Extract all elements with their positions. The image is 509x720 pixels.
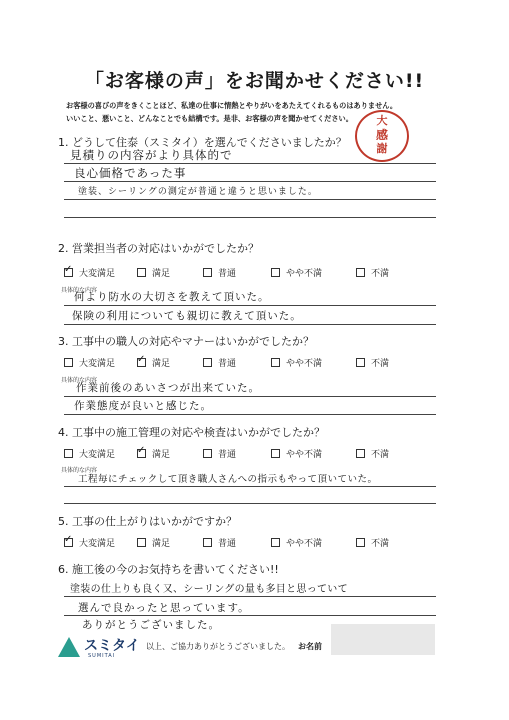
option-q5-satisfied[interactable]	[137, 536, 170, 549]
answer-rule	[64, 486, 436, 487]
question-6-number: 6.	[58, 563, 69, 576]
option-label: 満足	[152, 539, 171, 549]
option-q2-very-satisfied[interactable]	[64, 266, 115, 279]
option-q4-satisfied[interactable]	[137, 447, 170, 460]
option-label: 普通	[218, 269, 237, 279]
answer-6-line-1: 塗装の仕上りも良く又、シーリングの量も多目と思っていて	[70, 584, 348, 595]
checkbox[interactable]	[64, 268, 73, 277]
option-label: 大変満足	[79, 450, 116, 460]
checkbox[interactable]	[64, 538, 73, 547]
question-5-number: 5.	[58, 515, 69, 528]
checkbox[interactable]	[137, 268, 146, 277]
option-label: やや不満	[286, 539, 323, 549]
question-4-text: 工事中の施工管理の対応や検査はいかがでしたか？	[72, 426, 325, 439]
answer-rule	[64, 163, 436, 164]
option-q5-neutral[interactable]	[203, 536, 236, 549]
option-q3-very-satisfied[interactable]	[64, 356, 115, 369]
detail-label: 具体的な内容	[61, 287, 98, 294]
option-label: 大変満足	[79, 539, 116, 549]
option-q4-somewhat-dissatisfied[interactable]	[271, 447, 322, 460]
option-q3-neutral[interactable]	[203, 356, 236, 369]
logo-name: スミタイ	[84, 638, 140, 654]
checkbox[interactable]	[271, 449, 280, 458]
question-4	[58, 424, 325, 440]
option-q3-dissatisfied[interactable]	[356, 356, 389, 369]
answer-rule	[64, 181, 436, 182]
checkbox[interactable]	[203, 538, 212, 547]
question-2	[58, 240, 259, 256]
option-label: 普通	[218, 450, 237, 460]
option-q4-neutral[interactable]	[203, 447, 236, 460]
checkbox[interactable]	[137, 538, 146, 547]
option-label: 普通	[218, 539, 237, 549]
option-label: やや不満	[286, 269, 323, 279]
option-label: 不満	[371, 359, 390, 369]
option-label: 大変満足	[79, 359, 116, 369]
logo-mark-icon	[58, 637, 80, 657]
option-q2-somewhat-dissatisfied[interactable]	[271, 266, 322, 279]
detail-label: 具体的な内容	[61, 377, 98, 384]
stamp-char-1: 大	[376, 114, 388, 127]
answer-2-line-2: 保険の利用についても親切に教えて頂いた。	[72, 310, 302, 322]
answer-rule	[64, 615, 436, 616]
answer-1-line-1: 見積りの内容がより具体的で	[70, 148, 233, 162]
question-3-text: 工事中の職人の対応やマナーはいかがでしたか？	[72, 335, 314, 348]
option-label: 不満	[371, 450, 390, 460]
checkbox[interactable]	[64, 358, 73, 367]
checkbox[interactable]	[356, 268, 365, 277]
option-q5-somewhat-dissatisfied[interactable]	[271, 536, 322, 549]
checkbox[interactable]	[203, 449, 212, 458]
sumitai-logo	[58, 635, 142, 661]
option-q3-somewhat-dissatisfied[interactable]	[271, 356, 322, 369]
intro-line-2: いいこと、悪いこと、どんなことでも結構です。是非、お客様の声を聞かせてください。	[66, 114, 353, 123]
question-1-text: どうして住泰（スミタイ）を選んでくださいましたか？	[72, 136, 347, 149]
option-label: 大変満足	[79, 269, 116, 279]
checkbox[interactable]	[271, 268, 280, 277]
question-4-number: 4.	[58, 426, 69, 439]
question-2-number: 2.	[58, 242, 69, 255]
answer-rule	[64, 503, 436, 504]
option-label: 満足	[152, 269, 171, 279]
form-title: 「お客様の声」をお聞かせください!!	[84, 70, 425, 92]
checkbox[interactable]	[356, 358, 365, 367]
question-2-text: 営業担当者の対応はいかがでしたか？	[72, 242, 259, 255]
checkbox[interactable]	[137, 449, 146, 458]
answer-rule	[64, 396, 436, 397]
checkbox[interactable]	[64, 449, 73, 458]
answer-3-line-1: 作業前後のあいさつが出来ていた。	[76, 382, 260, 394]
answer-1-line-3: 塗装、シーリングの測定が普通と違うと思いました。	[78, 187, 318, 197]
intro-line-1: お客様の喜びの声をきくことほど、私達の仕事に情熱とやりがいをあたえてくれるものはありません。	[66, 101, 398, 110]
answer-2-line-1: 何より防水の大切さを教えて頂いた。	[74, 291, 270, 303]
option-q5-very-satisfied[interactable]	[64, 536, 115, 549]
checkbox[interactable]	[356, 449, 365, 458]
footer-thanks: 以上、ご協力ありがとうございました。	[146, 642, 290, 651]
option-label: 満足	[152, 359, 171, 369]
option-q2-dissatisfied[interactable]	[356, 266, 389, 279]
stamp-char-3: 謝	[376, 142, 388, 155]
name-label: お名前	[298, 642, 322, 651]
answer-rule	[64, 217, 436, 218]
option-q4-dissatisfied[interactable]	[356, 447, 389, 460]
option-q4-very-satisfied[interactable]	[64, 447, 115, 460]
option-label: 満足	[152, 450, 171, 460]
question-3-number: 3.	[58, 335, 69, 348]
stamp-char-2: 感	[375, 128, 388, 142]
question-5-text: 工事の仕上がりはいかがですか？	[72, 515, 237, 528]
answer-rule	[64, 324, 436, 325]
question-1-number: 1.	[58, 136, 69, 149]
answer-6-line-2: 選んで良かったと思っています。	[78, 602, 250, 614]
option-label: 不満	[371, 539, 390, 549]
answer-rule	[64, 414, 436, 415]
option-q3-satisfied[interactable]	[137, 356, 170, 369]
answer-rule	[64, 305, 436, 306]
option-label: やや不満	[286, 359, 323, 369]
checkbox[interactable]	[271, 358, 280, 367]
redacted-name-field	[331, 624, 435, 655]
option-label: 普通	[218, 359, 237, 369]
detail-label: 具体的な内容	[61, 467, 98, 474]
thanks-stamp	[355, 110, 409, 162]
checkbox[interactable]	[271, 538, 280, 547]
checkbox[interactable]	[137, 358, 146, 367]
checkbox[interactable]	[203, 358, 212, 367]
question-6	[58, 561, 279, 577]
answer-3-line-2: 作業態度が良いと感じた。	[74, 400, 212, 412]
logo-sub: SUMITAI	[88, 653, 116, 659]
answer-rule	[64, 596, 436, 597]
option-q5-dissatisfied[interactable]	[356, 536, 389, 549]
answer-6-line-3: ありがとうございました。	[82, 619, 220, 631]
answer-rule	[64, 199, 436, 200]
option-q2-neutral[interactable]	[203, 266, 236, 279]
question-3	[58, 333, 314, 349]
option-label: 不満	[371, 269, 390, 279]
checkbox[interactable]	[203, 268, 212, 277]
answer-4-line-1: 工程毎にチェックして頂き職人さんへの指示もやって頂いていた。	[78, 474, 378, 485]
answer-1-line-2: 良心価格であった事	[74, 166, 187, 180]
option-label: やや不満	[286, 450, 323, 460]
question-5	[58, 513, 237, 529]
checkbox[interactable]	[356, 538, 365, 547]
option-q2-satisfied[interactable]	[137, 266, 170, 279]
question-6-text: 施工後の今のお気持ちを書いてください!!	[72, 563, 279, 576]
